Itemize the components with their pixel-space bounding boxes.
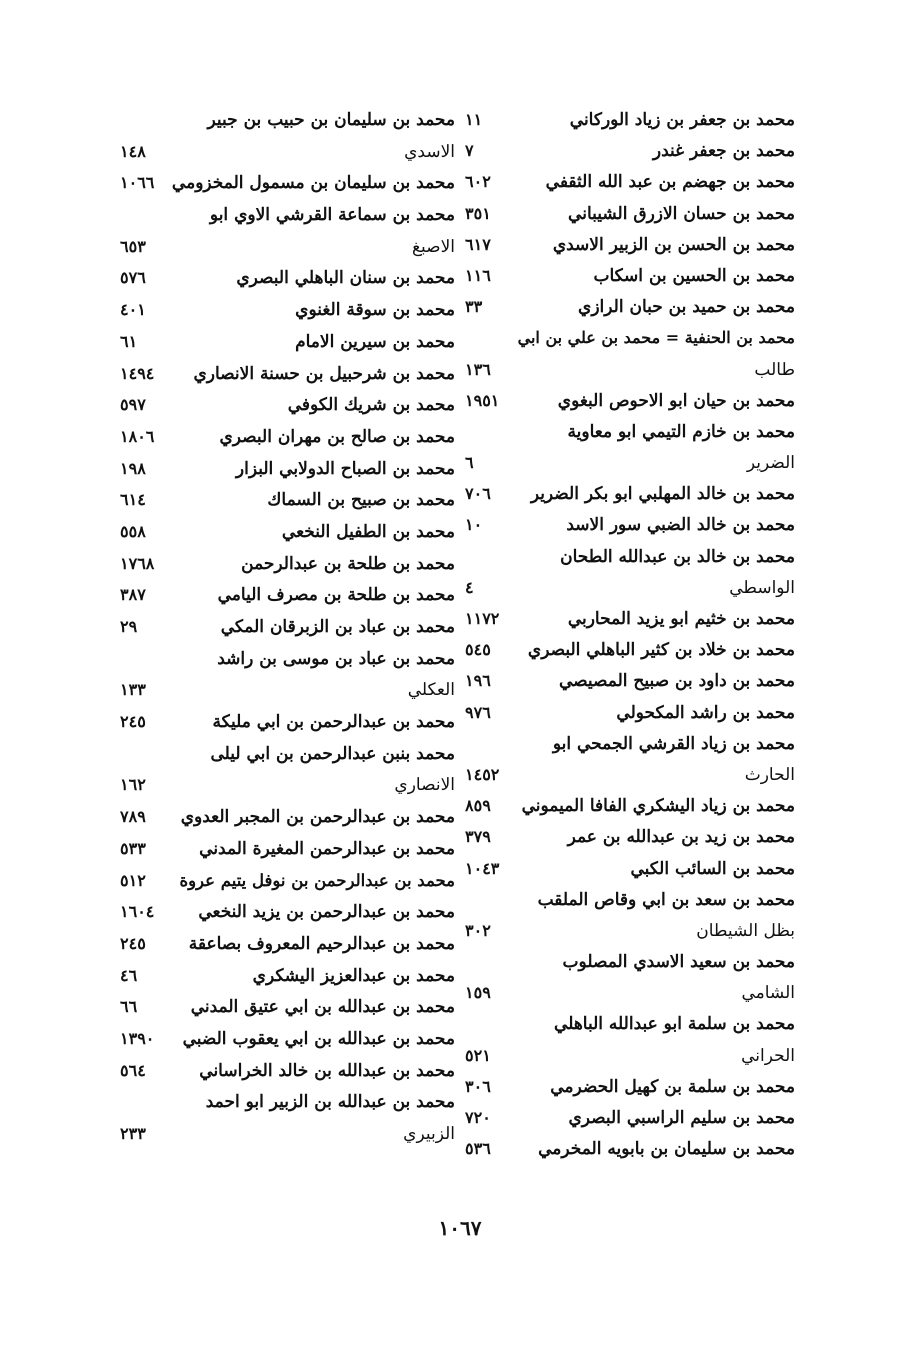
entry-name: الانصاري xyxy=(394,775,455,796)
index-entry xyxy=(120,142,455,174)
entry-number: ٢٤٥ xyxy=(120,712,146,732)
entry-number: ١٣٦ xyxy=(465,359,491,379)
entry-name: محمد بن طلحة بن مصرف اليامي xyxy=(217,585,455,606)
entry-name: محمد بن حيان ابو الاحوص البغوي xyxy=(557,390,795,411)
index-entry xyxy=(465,859,795,890)
entry-name: محمد بن الحنفية = محمد بن علي بن ابي xyxy=(517,328,795,348)
entry-number: ٥٢١ xyxy=(465,1045,491,1065)
entry-number: ١٤٩٤ xyxy=(120,363,155,383)
entry-number: ٦١٤ xyxy=(120,490,146,510)
index-entry xyxy=(120,268,455,300)
index-entry xyxy=(120,1124,455,1156)
entry-name: محمد بن خالد المهلبي ابو بكر الضرير xyxy=(530,484,795,505)
entry-name: الاصبغ xyxy=(411,236,455,257)
entry-number: ١٥٩ xyxy=(465,983,491,1003)
index-entry xyxy=(465,1046,795,1077)
index-entry xyxy=(465,890,795,921)
index-entry xyxy=(120,775,455,807)
entry-number: ٤ xyxy=(465,577,474,597)
entry-name: محمد بن عبدالرحيم المعروف بصاعقة xyxy=(188,933,455,954)
index-entry xyxy=(465,827,795,858)
index-entry xyxy=(465,671,795,702)
entry-name: الضرير xyxy=(746,453,795,474)
entry-name: الحراني xyxy=(741,1045,795,1066)
entry-number: ٥٩٧ xyxy=(120,395,146,415)
entry-name: محمد بن شريك الكوفي xyxy=(287,395,455,416)
index-entry xyxy=(120,585,455,617)
entry-number: ١٣٣ xyxy=(120,680,146,700)
entry-number: ٦٦ xyxy=(120,997,138,1017)
index-entry xyxy=(465,703,795,734)
entry-name: محمد بن عبدالرحمن بن نوفل يتيم عروة xyxy=(179,870,455,890)
entry-name: الحارث xyxy=(744,764,795,785)
entry-name: الشامي xyxy=(741,983,795,1004)
index-entry xyxy=(465,110,795,141)
index-entry xyxy=(465,1077,795,1108)
entry-number: ٧٠٦ xyxy=(465,484,491,504)
index-entry xyxy=(120,649,455,681)
entry-name: محمد بن زياد القرشي الجمحي ابو xyxy=(552,733,795,754)
index-entry xyxy=(465,297,795,328)
entry-number: ١٠٤٣ xyxy=(465,858,500,878)
entry-name: محمد بن سماعة القرشي الاوي ابو xyxy=(209,205,455,226)
entry-number: ١١ xyxy=(465,110,483,129)
entry-name: محمد بن سلمة ابو عبدالله الباهلي xyxy=(554,1014,795,1035)
entry-name: محمد بن عبدالرحمن بن ابي مليكة xyxy=(212,712,455,733)
index-entry xyxy=(120,744,455,776)
entry-name: محمد بن زيد بن عبدالله بن عمر xyxy=(567,827,795,848)
entry-name: محمد بن خالد الضبي سور الاسد xyxy=(566,515,795,536)
entry-name: محمد بن عبدالرحمن بن يزيد النخعي xyxy=(198,902,455,923)
entry-number: ٢٣٣ xyxy=(120,1124,146,1143)
entry-name: محمد بن حسان الازرق الشيباني xyxy=(568,203,795,224)
entry-number: ١٦٠٤ xyxy=(120,902,155,922)
index-entry xyxy=(465,609,795,640)
entry-name: محمد بن سعيد الاسدي المصلوب xyxy=(562,952,795,973)
entry-number: ٧ xyxy=(465,141,474,161)
index-entry xyxy=(120,459,455,491)
entry-name: محمد بن الصباح الدولابي البزار xyxy=(235,458,455,479)
index-entry xyxy=(465,422,795,453)
entry-name: محمد بن خالد بن عبدالله الطحان xyxy=(560,546,795,567)
entry-name: محمد بن خازم التيمي ابو معاوية xyxy=(567,421,795,442)
index-entry xyxy=(120,1092,455,1124)
entry-name: محمد بن جعفر بن زياد الوركاني xyxy=(569,110,795,130)
entry-name: محمد بن الحسن بن الزبير الاسدي xyxy=(552,234,795,255)
entry-number: ٦٥٣ xyxy=(120,236,146,256)
index-entry xyxy=(120,934,455,966)
index-entry xyxy=(465,640,795,671)
index-entry xyxy=(465,921,795,952)
entry-name: محمد بن سليم الراسبي البصري xyxy=(568,1108,795,1128)
entry-number: ٥٦٤ xyxy=(120,1060,146,1080)
entry-number: ١١٦ xyxy=(465,265,491,285)
entry-number: ٣٧٩ xyxy=(465,827,491,847)
entry-number: ١٣٩٠ xyxy=(120,1028,155,1048)
entry-number: ٥٤٥ xyxy=(465,640,491,660)
entry-number: ٦ xyxy=(465,453,474,473)
index-column-right xyxy=(465,110,795,1170)
index-entry xyxy=(120,395,455,427)
index-entry xyxy=(120,300,455,332)
entry-name: محمد بن جهضم بن عبد الله الثقفي xyxy=(545,172,795,193)
index-entry xyxy=(465,1014,795,1045)
entry-name: محمد بن سلمة بن كهيل الحضرمي xyxy=(550,1076,795,1097)
entry-name: الاسدي xyxy=(404,141,455,162)
entry-number: ٥٥٨ xyxy=(120,521,146,541)
entry-number: ٦١ xyxy=(120,331,138,351)
entry-number: ٦١٧ xyxy=(465,234,491,254)
entry-name: محمد بن عبدالرحمن المغيرة المدني xyxy=(199,838,455,859)
entry-name: محمد بن خثيم ابو يزيد المحاربي xyxy=(567,609,795,629)
index-entry xyxy=(465,1108,795,1139)
entry-number: ٤٦ xyxy=(120,965,138,985)
entry-number: ٥٣٣ xyxy=(120,838,146,858)
index-entry xyxy=(120,680,455,712)
entry-number: ٧٢٠ xyxy=(465,1108,491,1127)
entry-number: ١٦٢ xyxy=(120,775,146,795)
entry-number: ٥١٢ xyxy=(120,870,146,890)
entry-name: محمد بن زياد اليشكري الفافا الميموني xyxy=(521,796,795,817)
entry-number: ١٠ xyxy=(465,515,483,535)
index-entry xyxy=(120,205,455,237)
index-entry xyxy=(120,173,455,205)
index-entry xyxy=(465,204,795,235)
entry-name: محمد بن سليمان بن حبيب بن جبير xyxy=(207,110,455,130)
entry-name: محمد بن سليمان بن بابويه المخرمي xyxy=(538,1139,795,1160)
index-entry xyxy=(465,172,795,203)
entry-name: محمد بن الحسين بن اسكاب xyxy=(593,265,795,286)
index-entry xyxy=(465,141,795,172)
index-entry xyxy=(465,484,795,515)
index-entry xyxy=(465,734,795,765)
entry-name: طالب xyxy=(754,359,795,380)
index-entry xyxy=(120,522,455,554)
index-entry xyxy=(120,871,455,903)
entry-name: محمد بن سوقة الغنوي xyxy=(295,300,455,321)
entry-number: ١١٧٢ xyxy=(465,609,500,628)
entry-number: ٥٣٦ xyxy=(465,1139,491,1159)
entry-number: ١٤٥٢ xyxy=(465,764,500,784)
index-entry xyxy=(465,983,795,1014)
index-entry xyxy=(120,997,455,1029)
index-column-left xyxy=(120,110,455,1156)
index-entry xyxy=(465,952,795,983)
entry-name: محمد بن عباد بن الزبرقان المكي xyxy=(220,617,455,637)
index-entry xyxy=(120,902,455,934)
index-entry xyxy=(120,490,455,522)
page-number: ١٠٦٧ xyxy=(438,1216,482,1240)
index-entry xyxy=(465,796,795,827)
entry-number: ٣٨٧ xyxy=(120,585,146,605)
entry-name: محمد بن عباد بن موسى بن راشد xyxy=(217,648,455,669)
entry-name: محمد بن حميد بن حبان الرازي xyxy=(578,297,795,318)
entry-number: ١٩٨ xyxy=(120,458,146,478)
entry-number: ٣٠٦ xyxy=(465,1076,491,1096)
entry-name: بظل الشيطان xyxy=(696,920,795,941)
index-entry xyxy=(120,839,455,871)
entry-name: محمد بن عبدالعزيز اليشكري xyxy=(252,965,455,986)
entry-name: محمد بن خلاد بن كثير الباهلي البصري xyxy=(527,640,795,661)
index-entry xyxy=(465,235,795,266)
index-entry xyxy=(120,617,455,649)
entry-name: محمد بن صالح بن مهران البصري xyxy=(219,426,455,447)
entry-name: محمد بنبن عبدالرحمن بن ابي ليلى xyxy=(210,743,455,764)
entry-name: محمد بن سنان الباهلي البصري xyxy=(236,268,455,289)
entry-number: ١٩٥١ xyxy=(465,390,500,410)
entry-name: محمد بن صبيح بن السماك xyxy=(267,490,455,511)
index-entry xyxy=(465,328,795,359)
entry-number: ٣٣ xyxy=(465,297,483,317)
index-entry xyxy=(120,110,455,142)
index-entry xyxy=(120,332,455,364)
entry-name: محمد بن طلحة بن عبدالرحمن xyxy=(241,553,455,574)
entry-number: ٤٠١ xyxy=(120,300,146,320)
entry-number: ١٤٨ xyxy=(120,141,146,161)
entry-name: العكلي xyxy=(407,680,455,701)
entry-number: ٥٧٦ xyxy=(120,268,146,288)
entry-number: ١٩٦ xyxy=(465,671,491,691)
entry-name: محمد بن شرحبيل بن حسنة الانصاري xyxy=(193,363,455,384)
entry-name: محمد بن عبدالرحمن بن المجبر العدوي xyxy=(180,807,455,828)
entry-name: محمد بن عبدالله بن خالد الخراساني xyxy=(199,1060,455,1081)
entry-number: ٩٧٦ xyxy=(465,702,491,722)
entry-number: ٢٤٥ xyxy=(120,933,146,953)
entry-name: الواسطي xyxy=(729,577,795,598)
index-entry xyxy=(120,427,455,459)
index-entry xyxy=(120,554,455,586)
index-entry xyxy=(465,578,795,609)
index-entry xyxy=(120,712,455,744)
entry-name: محمد بن سليمان بن مسمول المخزومي xyxy=(171,173,455,194)
entry-name: محمد بن عبدالله بن ابي يعقوب الضبي xyxy=(182,1028,455,1049)
entry-number: ٦٠٢ xyxy=(465,172,491,192)
index-entry xyxy=(120,966,455,998)
index-entry xyxy=(465,1139,795,1170)
entry-name: محمد بن عبدالله بن الزبير ابو احمد xyxy=(205,1092,455,1113)
index-entry xyxy=(120,807,455,839)
entry-number: ١٧٦٨ xyxy=(120,553,155,573)
entry-name: محمد بن راشد المكحولي xyxy=(616,702,795,723)
entry-name: محمد بن السائب الكبي xyxy=(630,858,795,879)
entry-name: محمد بن عبدالله بن ابي عتيق المدني xyxy=(190,997,455,1018)
index-entry xyxy=(120,237,455,269)
index-entry xyxy=(465,765,795,796)
index-entry xyxy=(465,266,795,297)
entry-number: ٨٥٩ xyxy=(465,796,491,816)
entry-number: ١٨٠٦ xyxy=(120,426,155,446)
entry-number: ٣٥١ xyxy=(465,203,491,223)
index-entry xyxy=(465,547,795,578)
entry-name: محمد بن سيرين الامام xyxy=(295,331,455,352)
index-entry xyxy=(465,391,795,422)
index-entry xyxy=(120,1029,455,1061)
entry-name: محمد بن الطفيل النخعي xyxy=(281,521,455,542)
entry-name: محمد بن داود بن صبيح المصيصي xyxy=(558,671,795,692)
entry-name: محمد بن جعفر غندر xyxy=(652,141,795,162)
index-entry xyxy=(465,515,795,546)
entry-number: ٢٩ xyxy=(120,617,138,636)
index-entry xyxy=(120,364,455,396)
entry-number: ١٠٦٦ xyxy=(120,173,155,193)
index-entry xyxy=(120,1061,455,1093)
index-entry xyxy=(465,360,795,391)
entry-number: ٧٨٩ xyxy=(120,807,146,827)
index-entry xyxy=(465,453,795,484)
entry-name: الزبيري xyxy=(403,1124,455,1144)
entry-name: محمد بن سعد بن ابي وقاص الملقب xyxy=(537,889,795,910)
entry-number: ٣٠٢ xyxy=(465,920,491,940)
